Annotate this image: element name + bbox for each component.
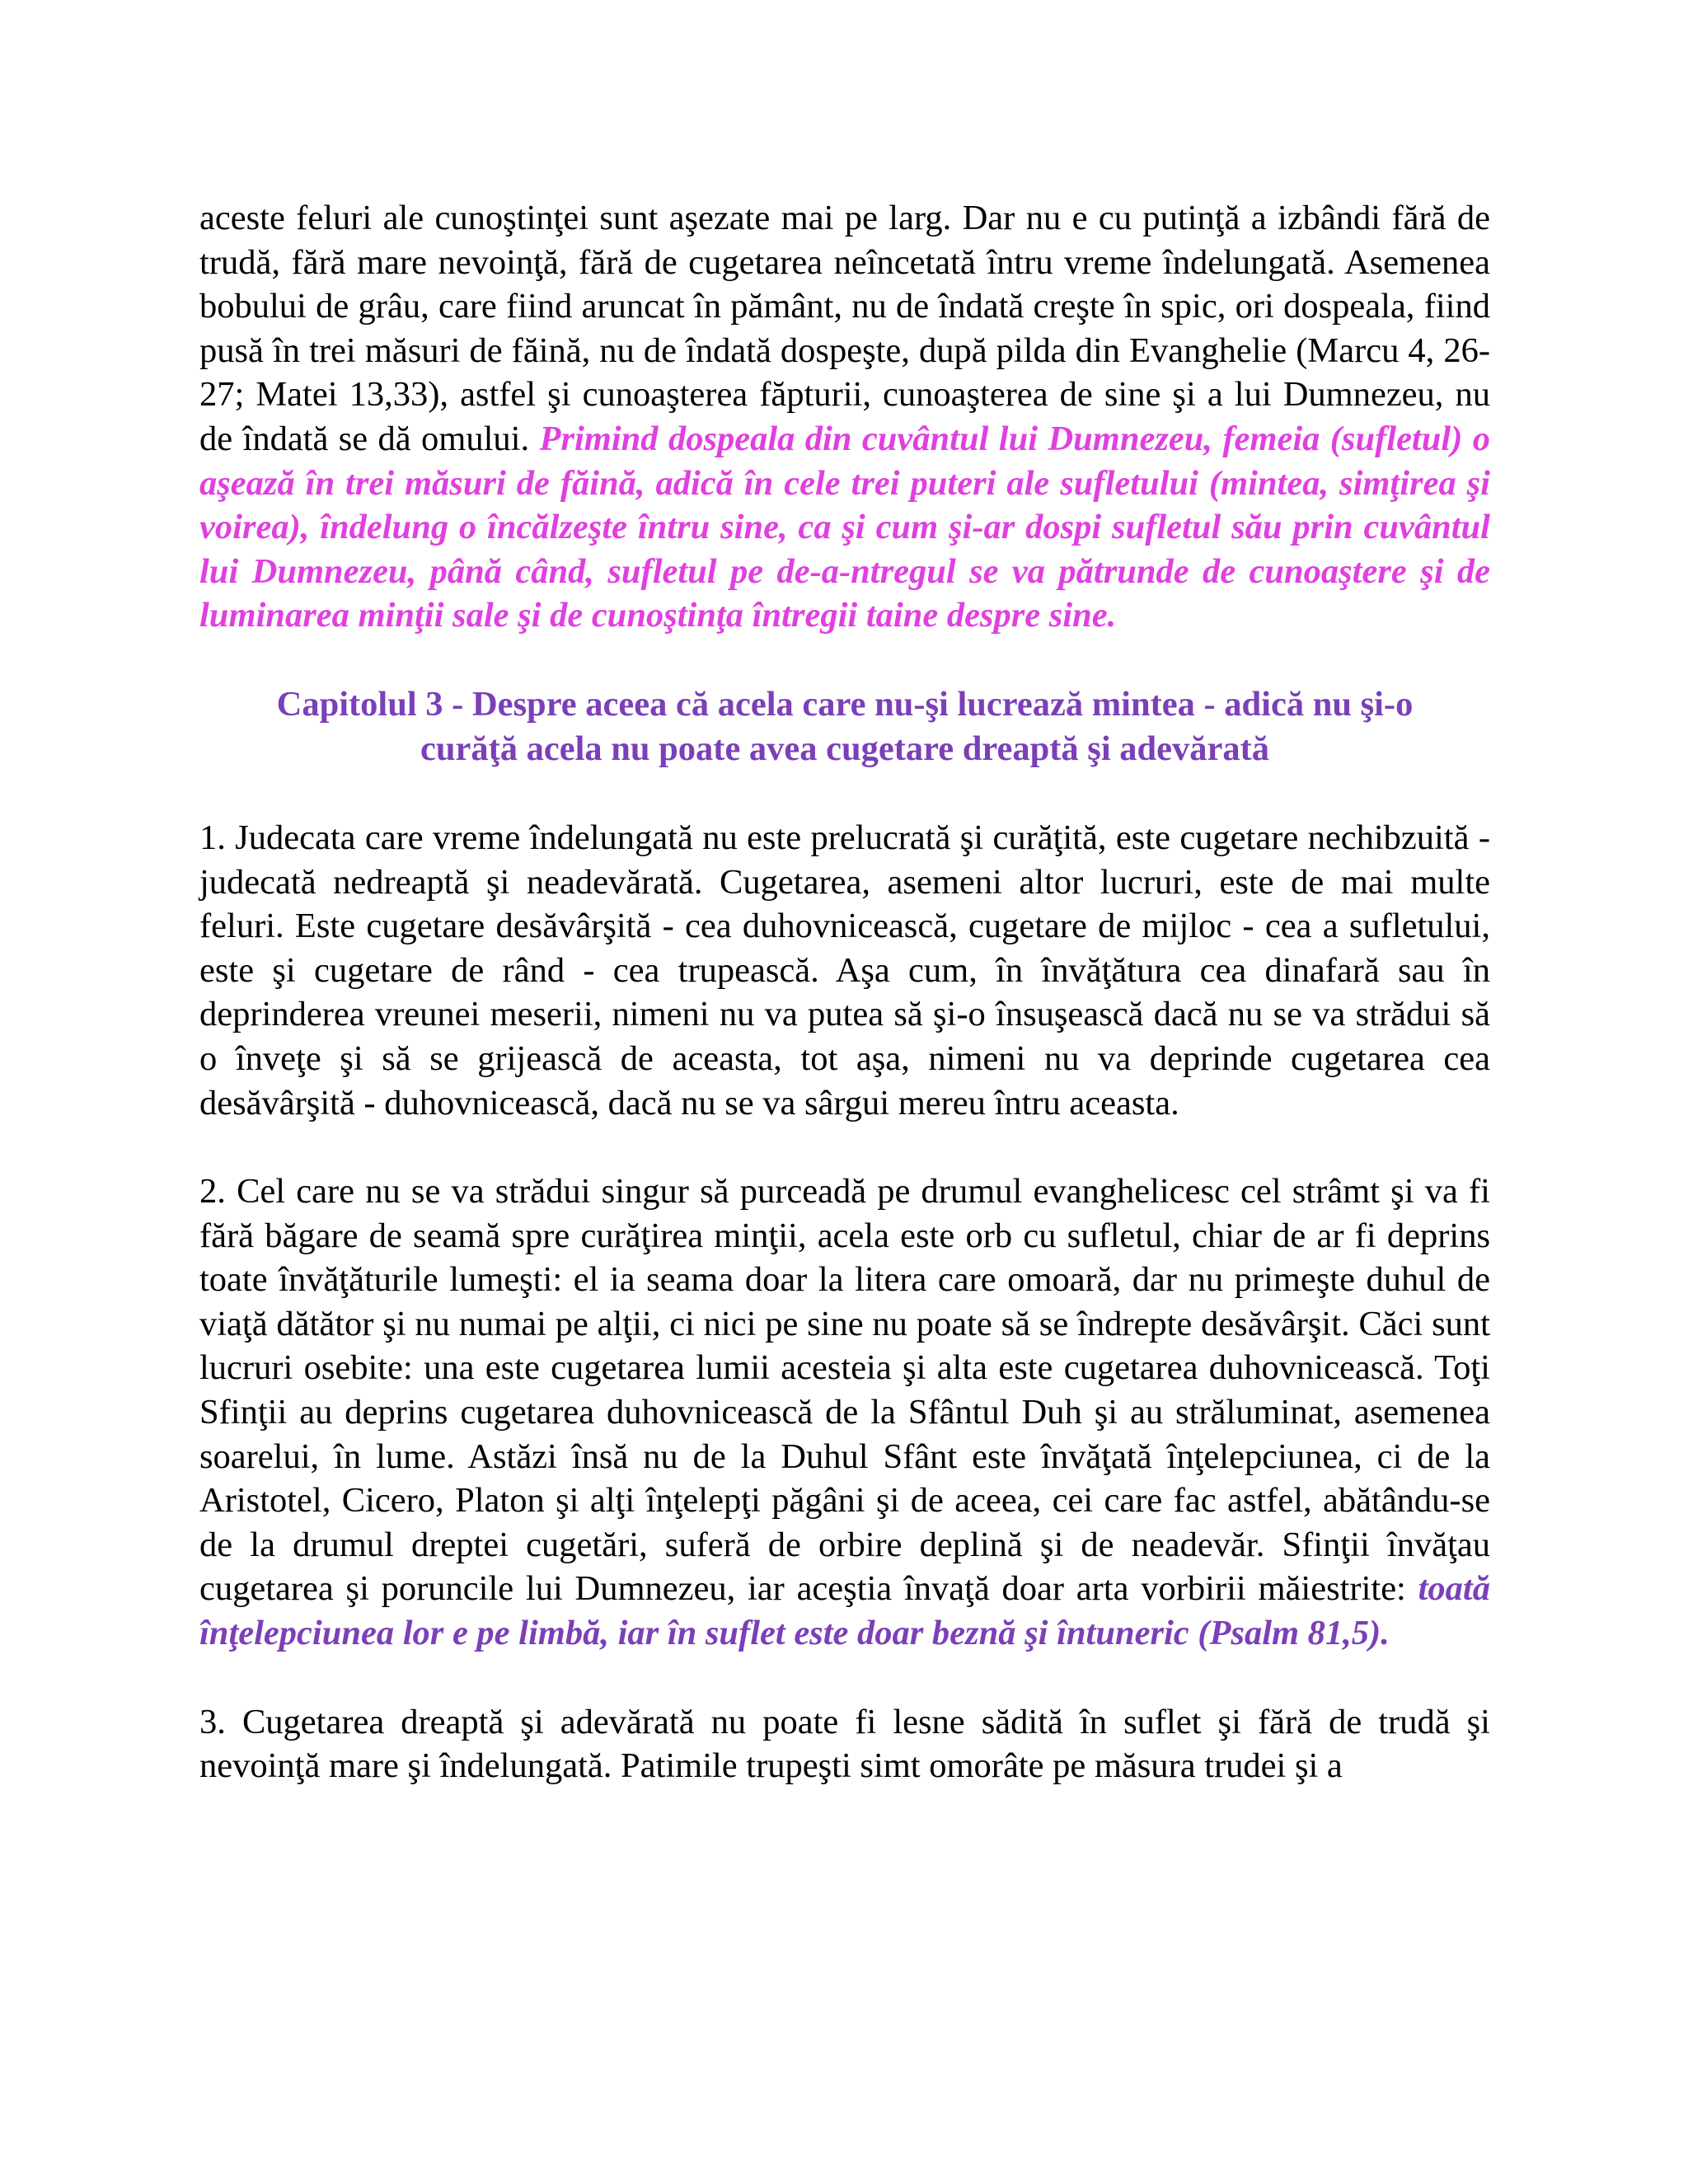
spacer — [199, 771, 1490, 816]
chapter-title-line-1: Capitolul 3 - Despre aceea că acela care nu-şi lucrează mintea - adică nu şi-o — [276, 684, 1414, 724]
chapter-title-line-2: curăţă acela nu poate avea cugetare dreaptă şi adevărată — [420, 729, 1270, 768]
paragraph-2 — [199, 1169, 1490, 1656]
intro-text: aceste feluri ale cunoştinţei sunt aşezate mai pe larg. Dar nu e cu putinţă a izbândi fără de trudă, fără mare nevoinţă, fără de cugetarea neîncetată întru vreme îndelungată. Asemenea bobului de grâu, care fiind aruncat în pământ, nu de îndată creşte în spic, ori dospeala, fiind pusă în trei măsuri de făină, nu de îndată dospeşte, după pilda din Evanghelie (Marcu 4, 26-27; Matei 13,33), astfel şi cunoaşterea făpturii, cunoaşterea de sine şi a lui Dumnezeu, nu de îndată se dă omului. — [199, 199, 1490, 458]
spacer — [199, 638, 1490, 682]
paragraph-3: 3. Cugetarea dreaptă şi adevărată nu poate fi lesne sădită în suflet şi fără de trudă şi nevoinţă mare şi îndelungată. Patimile trupeşti simt omorâte pe măsura trudei şi a — [199, 1702, 1490, 1786]
paragraph-1: 1. Judecata care vreme îndelungată nu este prelucrată şi curăţită, este cugetare nechibzuită - judecată nedreaptă şi neadevărată. Cugetarea, asemeni altor lucruri, este de mai multe feluri. Este cugetare desăvârşită - cea duhovnicească, cugetare de mijloc - cea a sufletului, este şi cugetare de rând - cea trupească. Aşa cum, în învăţătura cea dinafară sau în deprinderea vreunei meserii, nimeni nu va putea să şi-o însuşească dacă nu se va strădui să o înveţe şi să se grijească de aceasta, tot aşa, nimeni nu va deprinde cugetarea cea desăvârşită - duhovnicească, dacă nu se va sârgui mereu întru aceasta. — [199, 818, 1490, 1122]
intro-emphasis: Primind dospeala din cuvântul lui Dumnezeu, femeia (sufletul) o aşează în trei măsuri de făină, adică în cele trei puteri ale sufletului (mintea, simţirea şi voirea), îndelung o încălzeşte întru sine, ca şi cum şi-ar dospi sufletul său prin cuvântul lui Dumnezeu, până când, sufletul pe de-a-ntregul se va pătrunde de cunoaştere şi de luminarea minţii sale şi de cunoştinţa întregii taine despre sine. — [199, 419, 1490, 635]
paragraph-2-text: 2. Cel care nu se va strădui singur să purceadă pe drumul evanghelicesc cel strâmt şi va fi fără băgare de seamă spre curăţirea minţii, acela este orb cu sufletul, chiar de ar fi deprins toate învăţăturile lumeşti: el ia seama doar la litera care omoară, dar nu primeşte duhul de viaţă dătător şi nu numai pe alţii, ci nici pe sine nu poate să se îndrepte desăvârşit. Căci sunt lucruri osebite: una este cugetarea lumii acesteia şi alta este cugetarea duhovnicească. Toţi Sfinţii au deprins cugetarea duhovnicească de la Sfântul Duh şi au străluminat, asemenea soarelui, în lume. Astăzi însă nu de la Duhul Sfânt este învăţată înţelepciunea, ci de la Aristotel, Cicero, Platon şi alţi înţelepţi păgâni şi de aceea, cei care fac astfel, abătându-se de la drumul dreptei cugetări, suferă de orbire deplină şi de neadevăr. Sfinţii învăţau cugetarea şi poruncile lui Dumnezeu, iar aceştia învaţă doar arta vorbirii măiestrite: — [199, 1172, 1490, 1609]
chapter-heading — [199, 682, 1490, 771]
document-page — [199, 196, 1490, 1788]
spacer — [199, 1656, 1490, 1700]
paragraph-2-emphasis: toată înţelepciunea lor e pe limbă, iar în suflet este doar beznă şi întuneric (Psalm 81,5). — [199, 1569, 1490, 1653]
spacer — [199, 1125, 1490, 1169]
intro-paragraph — [199, 196, 1490, 638]
